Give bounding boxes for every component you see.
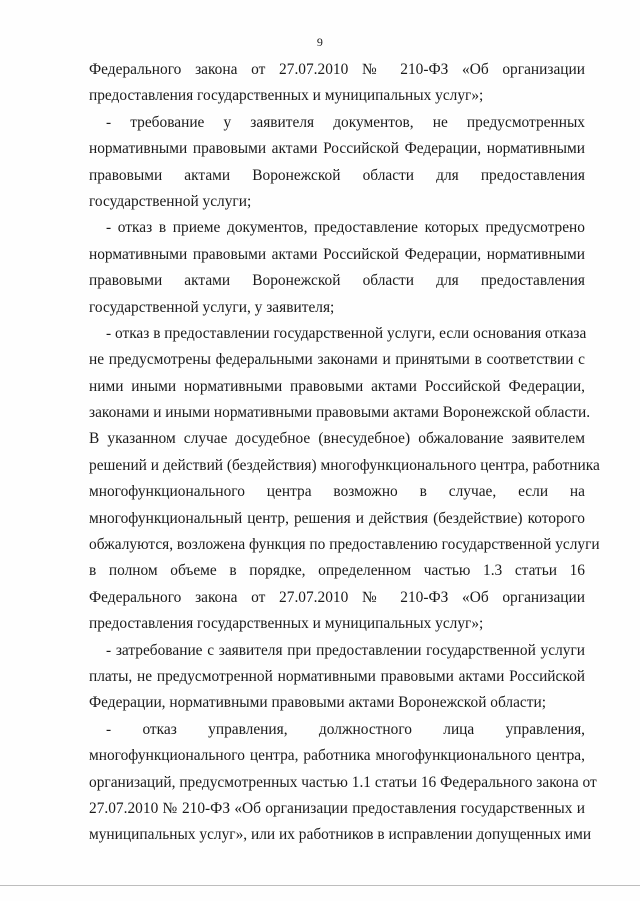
text-line: Федерального закона от 27.07.2010 № 210-ФЗ «Об организации [89, 61, 585, 78]
text-line: нормативными правовыми актами Российской Федерации, нормативными [89, 140, 585, 158]
text-line: - требование у заявителя документов, не предусмотренных [106, 113, 585, 131]
text-line: В указанном случае досудебное (внесудебное) обжалование заявителем [89, 430, 585, 448]
text-line: многофункциональный центр, решения и действия (бездействие) которого [89, 509, 585, 527]
text-line: правовыми актами Воронежской области для предоставления [89, 166, 585, 184]
page-number: 9 [316, 35, 324, 49]
text-line: Федерального закона от 27.07.2010 № 210-ФЗ «Об организации [89, 588, 585, 606]
text-line: платы, не предусмотренной нормативными правовыми актами Российской [89, 667, 585, 685]
text-line: многофункционального центра, работника многофункционального центра, [89, 747, 585, 765]
text-line: организаций, предусмотренных частью 1.1 статьи 16 Федерального закона от [89, 773, 597, 791]
text-line: предоставления государственных и муниципальных услуг»; [89, 615, 484, 633]
text-line: ними иными нормативными правовыми актами Российской Федерации, [89, 377, 585, 395]
text-line: нормативными правовыми актами Российской Федерации, нормативными [89, 245, 585, 263]
text-line: законами и иными нормативными правовыми актами Воронежской области. [89, 404, 591, 422]
text-line: многофункционального центра возможно в случае, если на [89, 483, 585, 501]
text-line: - отказ управления, должностного лица управления, [106, 720, 585, 738]
text-line: предоставления государственных и муниципальных услуг»; [89, 87, 484, 105]
text-line: - отказ в приеме документов, предоставление которых предусмотрено [106, 219, 585, 237]
text-line: муниципальных услуг», или их работников в исправлении допущенных ими [89, 826, 592, 844]
text-line: государственной услуги; [89, 192, 252, 210]
text-line: в полном объеме в порядке, определенном частью 1.3 статьи 16 [89, 562, 585, 580]
text-line: - затребование с заявителя при предоставлении государственной услуги [106, 641, 585, 659]
text-line: - отказ в предоставлении государственной услуги, если основания отказа [106, 324, 587, 342]
text-line: не предусмотрены федеральными законами и принятыми в соответствии с [89, 351, 585, 369]
text-line: 27.07.2010 № 210-ФЗ «Об организации предоставления государственных и [89, 799, 585, 817]
body-text [89, 57, 600, 849]
page-bottom-edge [0, 885, 640, 886]
text-line: правовыми актами Воронежской области для предоставления [89, 272, 585, 290]
text-line: государственной услуги, у заявителя; [89, 298, 335, 316]
text-line: Федерации, нормативными правовыми актами Воронежской области; [89, 694, 546, 712]
text-line: решений и действий (бездействия) многофункционального центра, работника [89, 456, 600, 474]
text-line: обжалуются, возложена функция по предоставлению государственной услуги [89, 536, 600, 554]
